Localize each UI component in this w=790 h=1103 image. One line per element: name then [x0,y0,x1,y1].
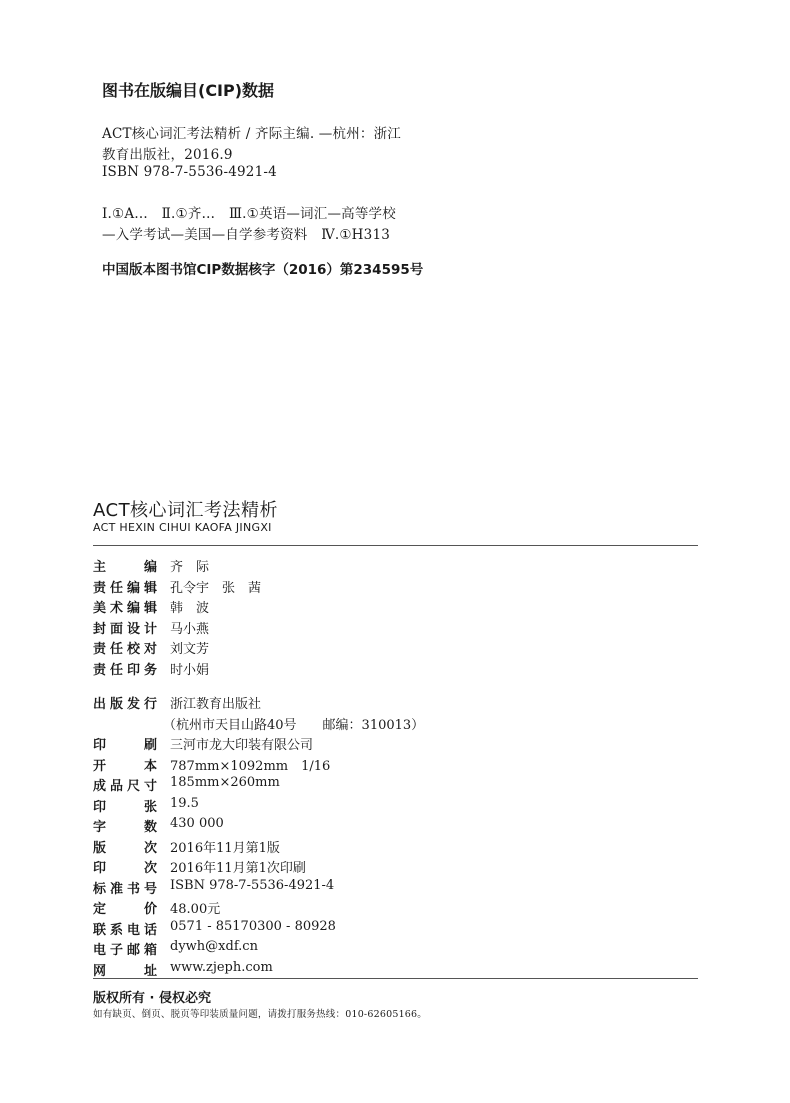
publisher-address: （杭州市天目山路40号 邮编：310013） [163,717,425,733]
cip-line: 教育出版社，2016.9 [102,147,233,163]
spec-value: 19.5 [170,795,199,811]
publisher-label: 出版发行 [93,697,157,712]
credit-value: 马小燕 [170,621,210,637]
spec-value: ISBN 978-7-5536-4921-4 [170,877,335,893]
spec-value: 430 000 [170,816,224,831]
spec-value: 0571 - 85170300 - 80928 [170,918,336,934]
credit-label: 封面设计 [93,621,157,637]
cip-record-number: 中国版本图书馆CIP数据核字（2016）第234595号 [102,262,424,278]
spec-value: 2016年11月第1次印刷 [170,861,306,876]
spec-label: 成品尺寸 [93,779,157,794]
spec-value: 787mm×1092mm 1/16 [170,758,331,774]
spec-label: 电子邮箱 [93,943,157,958]
spec-label: 印次 [93,861,157,876]
spec-value: dywh@xdf.cn [170,939,258,954]
credit-label: 责任编辑 [93,580,157,596]
credit-value: 孔令宇 张 茜 [170,580,262,596]
credit-value: 时小娟 [170,662,210,678]
divider [93,545,698,546]
credit-label: 美术编辑 [93,601,157,616]
cip-line: Ⅰ.①A… Ⅱ.①齐… Ⅲ.①英语—词汇—高等学校 [102,206,396,222]
credit-value: 齐 际 [170,560,210,575]
spec-label: 联系电话 [93,922,157,938]
spec-value: 185mm×260mm [170,775,280,790]
spec-label: 版次 [93,840,157,856]
credit-label: 责任印务 [93,662,157,678]
spec-label: 定价 [93,902,157,917]
divider [93,978,698,979]
service-hotline-notice: 如有缺页、倒页、脱页等印装质量问题，请拨打服务热线：010-62605166。 [93,1009,427,1020]
spec-label: 标准书号 [93,881,157,897]
credit-value: 韩 波 [170,601,210,616]
spec-label: 印刷 [93,738,157,753]
spec-value: 三河市龙大印装有限公司 [170,738,314,753]
spec-value: www.zjeph.com [170,959,273,975]
publisher-name: 浙江教育出版社 [170,697,262,712]
spec-value: 2016年11月第1版 [170,840,280,856]
cip-line: ACT核心词汇考法精析 / 齐际主编. —杭州：浙江 [102,126,401,142]
credit-label: 主编 [93,560,157,575]
copyright-notice: 版权所有 · 侵权必究 [93,991,211,1006]
spec-value: 48.00元 [170,902,221,917]
cip-line: ISBN 978-7-5536-4921-4 [102,164,277,180]
credit-label: 责任校对 [93,642,157,657]
cip-line: —入学考试—美国—自学参考资料 Ⅳ.①H313 [102,227,391,243]
book-title: ACT核心词汇考法精析 [93,500,279,521]
spec-label: 印张 [93,799,157,815]
spec-label: 字数 [93,820,157,835]
spec-label: 开本 [93,758,157,774]
cip-heading: 图书在版编目(CIP)数据 [102,81,275,100]
book-pinyin-title: ACT HEXIN CIHUI KAOFA JINGXI [93,521,272,534]
spec-label: 网址 [93,963,157,979]
credit-value: 刘文芳 [170,642,210,657]
